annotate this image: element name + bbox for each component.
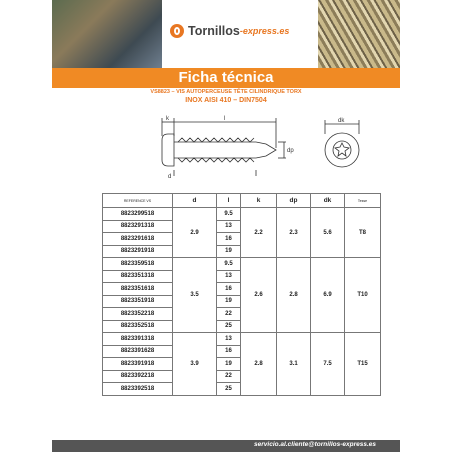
cell-l: 16 bbox=[217, 233, 241, 246]
cell-l: 25 bbox=[217, 320, 241, 333]
brand-domain: -express.es bbox=[239, 26, 290, 36]
cell-reference: 8823291918 bbox=[103, 245, 173, 258]
header-d: d bbox=[173, 194, 217, 208]
header-l: l bbox=[217, 194, 241, 208]
table-row bbox=[103, 208, 381, 221]
cell-reference: 8823392518 bbox=[103, 383, 173, 396]
brand-logo-icon bbox=[170, 24, 184, 38]
screw-technical-drawing bbox=[144, 112, 384, 182]
header-photo-tools bbox=[52, 0, 162, 68]
header-photo-screws bbox=[318, 0, 400, 68]
cell-l: 9.5 bbox=[217, 208, 241, 221]
cell-d: 3.5 bbox=[173, 258, 217, 333]
cell-reference: 8823351618 bbox=[103, 283, 173, 296]
dim-label-dp: dp bbox=[287, 148, 294, 154]
cell-l: 19 bbox=[217, 358, 241, 371]
cell-reference: 8823291618 bbox=[103, 233, 173, 246]
cell-dp: 2.8 bbox=[277, 258, 311, 333]
cell-d: 3.9 bbox=[173, 333, 217, 396]
cell-dp: 2.3 bbox=[277, 208, 311, 258]
cell-torx: T8 bbox=[345, 208, 381, 258]
cell-torx: T15 bbox=[345, 333, 381, 396]
cell-reference: 8823392218 bbox=[103, 370, 173, 383]
cell-k: 2.6 bbox=[241, 258, 277, 333]
cell-l: 13 bbox=[217, 220, 241, 233]
cell-dk: 7.5 bbox=[311, 333, 345, 396]
cell-reference: 8823352218 bbox=[103, 308, 173, 321]
cell-reference: 8823291318 bbox=[103, 220, 173, 233]
table-row bbox=[103, 258, 381, 271]
cell-l: 16 bbox=[217, 283, 241, 296]
header bbox=[52, 0, 400, 68]
table-header-row bbox=[103, 194, 381, 208]
cell-reference: 8823391318 bbox=[103, 333, 173, 346]
footer-email: servicio.al.cliente@tornillos-express.es bbox=[254, 441, 376, 448]
cell-reference: 8823391628 bbox=[103, 345, 173, 358]
cell-l: 9.5 bbox=[217, 258, 241, 271]
brand-name: Tornillos bbox=[188, 24, 240, 38]
dimensions-table bbox=[102, 193, 381, 396]
dim-label-k: k bbox=[166, 116, 169, 122]
cell-l: 13 bbox=[217, 333, 241, 346]
cell-dk: 6.9 bbox=[311, 258, 345, 333]
cell-dp: 3.1 bbox=[277, 333, 311, 396]
header-k: k bbox=[241, 194, 277, 208]
table-row bbox=[103, 333, 381, 346]
cell-reference: 8823351918 bbox=[103, 295, 173, 308]
dim-label-d: d bbox=[168, 174, 172, 180]
header-dp: dp bbox=[277, 194, 311, 208]
dim-label-l: l bbox=[224, 116, 226, 122]
cell-l: 22 bbox=[217, 308, 241, 321]
page-title: Ficha técnica bbox=[52, 68, 400, 88]
cell-reference: 8823351318 bbox=[103, 270, 173, 283]
cell-reference: 8823352518 bbox=[103, 320, 173, 333]
product-reference-line: VS8823 – VIS AUTOPERCEUSE TÊTE CILINDRIQUE TORX bbox=[150, 89, 302, 95]
product-material-line: INOX AISI 410 – DIN7504 bbox=[185, 97, 267, 104]
cell-l: 16 bbox=[217, 345, 241, 358]
cell-l: 13 bbox=[217, 270, 241, 283]
cell-reference: 8823391918 bbox=[103, 358, 173, 371]
dim-label-dk: dk bbox=[338, 118, 345, 124]
cell-d: 2.9 bbox=[173, 208, 217, 258]
cell-l: 19 bbox=[217, 295, 241, 308]
technical-sheet-page bbox=[52, 0, 400, 452]
cell-reference: 8823299518 bbox=[103, 208, 173, 221]
header-reference: REFERENCE VS bbox=[103, 194, 173, 208]
cell-l: 22 bbox=[217, 370, 241, 383]
brand-logo bbox=[170, 24, 289, 38]
cell-reference: 8823359518 bbox=[103, 258, 173, 271]
cell-l: 25 bbox=[217, 383, 241, 396]
cell-dk: 5.6 bbox=[311, 208, 345, 258]
header-dk: dk bbox=[311, 194, 345, 208]
header-torx: Tesse bbox=[345, 194, 381, 208]
cell-k: 2.8 bbox=[241, 333, 277, 396]
footer-bar bbox=[52, 440, 400, 452]
cell-torx: T10 bbox=[345, 258, 381, 333]
cell-k: 2.2 bbox=[241, 208, 277, 258]
cell-l: 19 bbox=[217, 245, 241, 258]
